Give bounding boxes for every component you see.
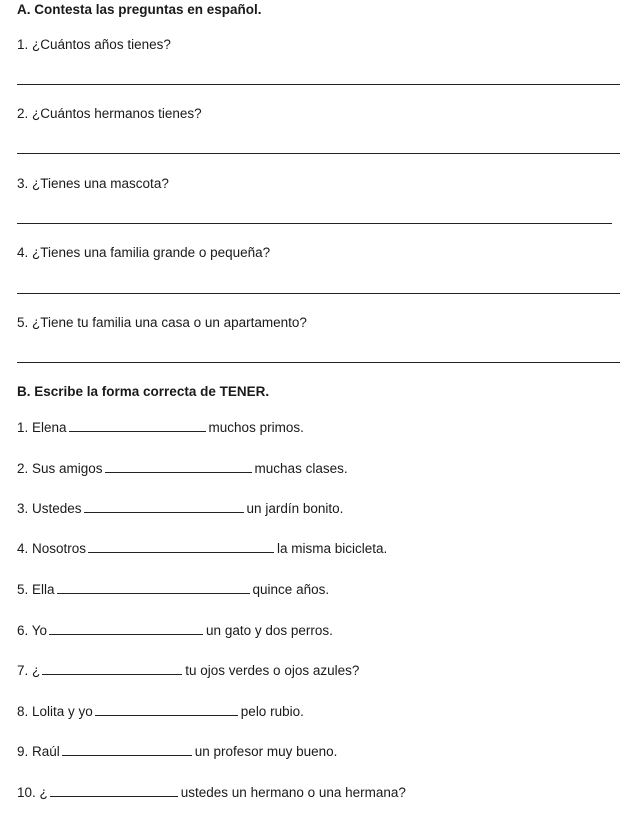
item-suffix: un jardín bonito. [246, 501, 344, 516]
fill-item-5 [17, 582, 329, 597]
section-b-heading: B. Escribe la forma correcta de TENER. [17, 384, 270, 399]
blank-4[interactable] [88, 541, 274, 553]
item-prefix: 7. ¿ [17, 663, 41, 678]
item-suffix: pelo rubio. [240, 704, 304, 719]
item-suffix: la misma bicicleta. [277, 541, 388, 556]
item-suffix: un gato y dos perros. [206, 623, 333, 638]
item-prefix: 8. Lolita y yo [17, 704, 93, 719]
answer-line-3[interactable] [17, 223, 612, 224]
item-suffix: un profesor muy bueno. [194, 744, 338, 759]
item-suffix: tu ojos verdes o ojos azules? [185, 663, 360, 678]
answer-line-1[interactable] [17, 84, 620, 85]
item-prefix: 9. Raúl [17, 744, 60, 759]
blank-7[interactable] [42, 663, 182, 675]
fill-item-6 [17, 623, 333, 638]
blank-9[interactable] [62, 744, 192, 756]
item-prefix: 10. ¿ [17, 785, 48, 800]
fill-item-3 [17, 501, 343, 516]
question-2: 2. ¿Cuántos hermanos tienes? [17, 106, 202, 121]
fill-item-2 [17, 461, 348, 476]
question-1: 1. ¿Cuántos años tienes? [17, 37, 171, 52]
question-5: 5. ¿Tiene tu familia una casa o un apartamento? [17, 315, 307, 330]
blank-2[interactable] [105, 461, 252, 473]
item-suffix: muchas clases. [254, 461, 348, 476]
blank-3[interactable] [84, 501, 244, 513]
fill-item-1 [17, 420, 304, 435]
fill-item-10 [17, 785, 406, 800]
blank-10[interactable] [50, 785, 178, 797]
item-prefix: 5. Ella [17, 582, 55, 597]
item-prefix: 4. Nosotros [17, 541, 87, 556]
item-prefix: 1. Elena [17, 420, 67, 435]
answer-line-2[interactable] [17, 153, 620, 154]
item-suffix: ustedes un hermano o una hermana? [180, 785, 406, 800]
item-suffix: muchos primos. [208, 420, 304, 435]
blank-5[interactable] [57, 582, 250, 594]
answer-line-4[interactable] [17, 293, 620, 294]
section-a-heading: A. Contesta las preguntas en español. [17, 2, 262, 17]
blank-6[interactable] [49, 623, 203, 635]
blank-8[interactable] [95, 704, 238, 716]
question-3: 3. ¿Tienes una mascota? [17, 176, 169, 191]
item-prefix: 3. Ustedes [17, 501, 82, 516]
fill-item-7 [17, 663, 359, 678]
blank-1[interactable] [69, 420, 206, 432]
question-4: 4. ¿Tienes una familia grande o pequeña? [17, 245, 271, 260]
fill-item-8 [17, 704, 304, 719]
item-prefix: 6. Yo [17, 623, 48, 638]
fill-item-9 [17, 744, 337, 759]
answer-line-5[interactable] [17, 362, 620, 363]
item-prefix: 2. Sus amigos [17, 461, 103, 476]
fill-item-4 [17, 541, 387, 556]
item-suffix: quince años. [252, 582, 330, 597]
